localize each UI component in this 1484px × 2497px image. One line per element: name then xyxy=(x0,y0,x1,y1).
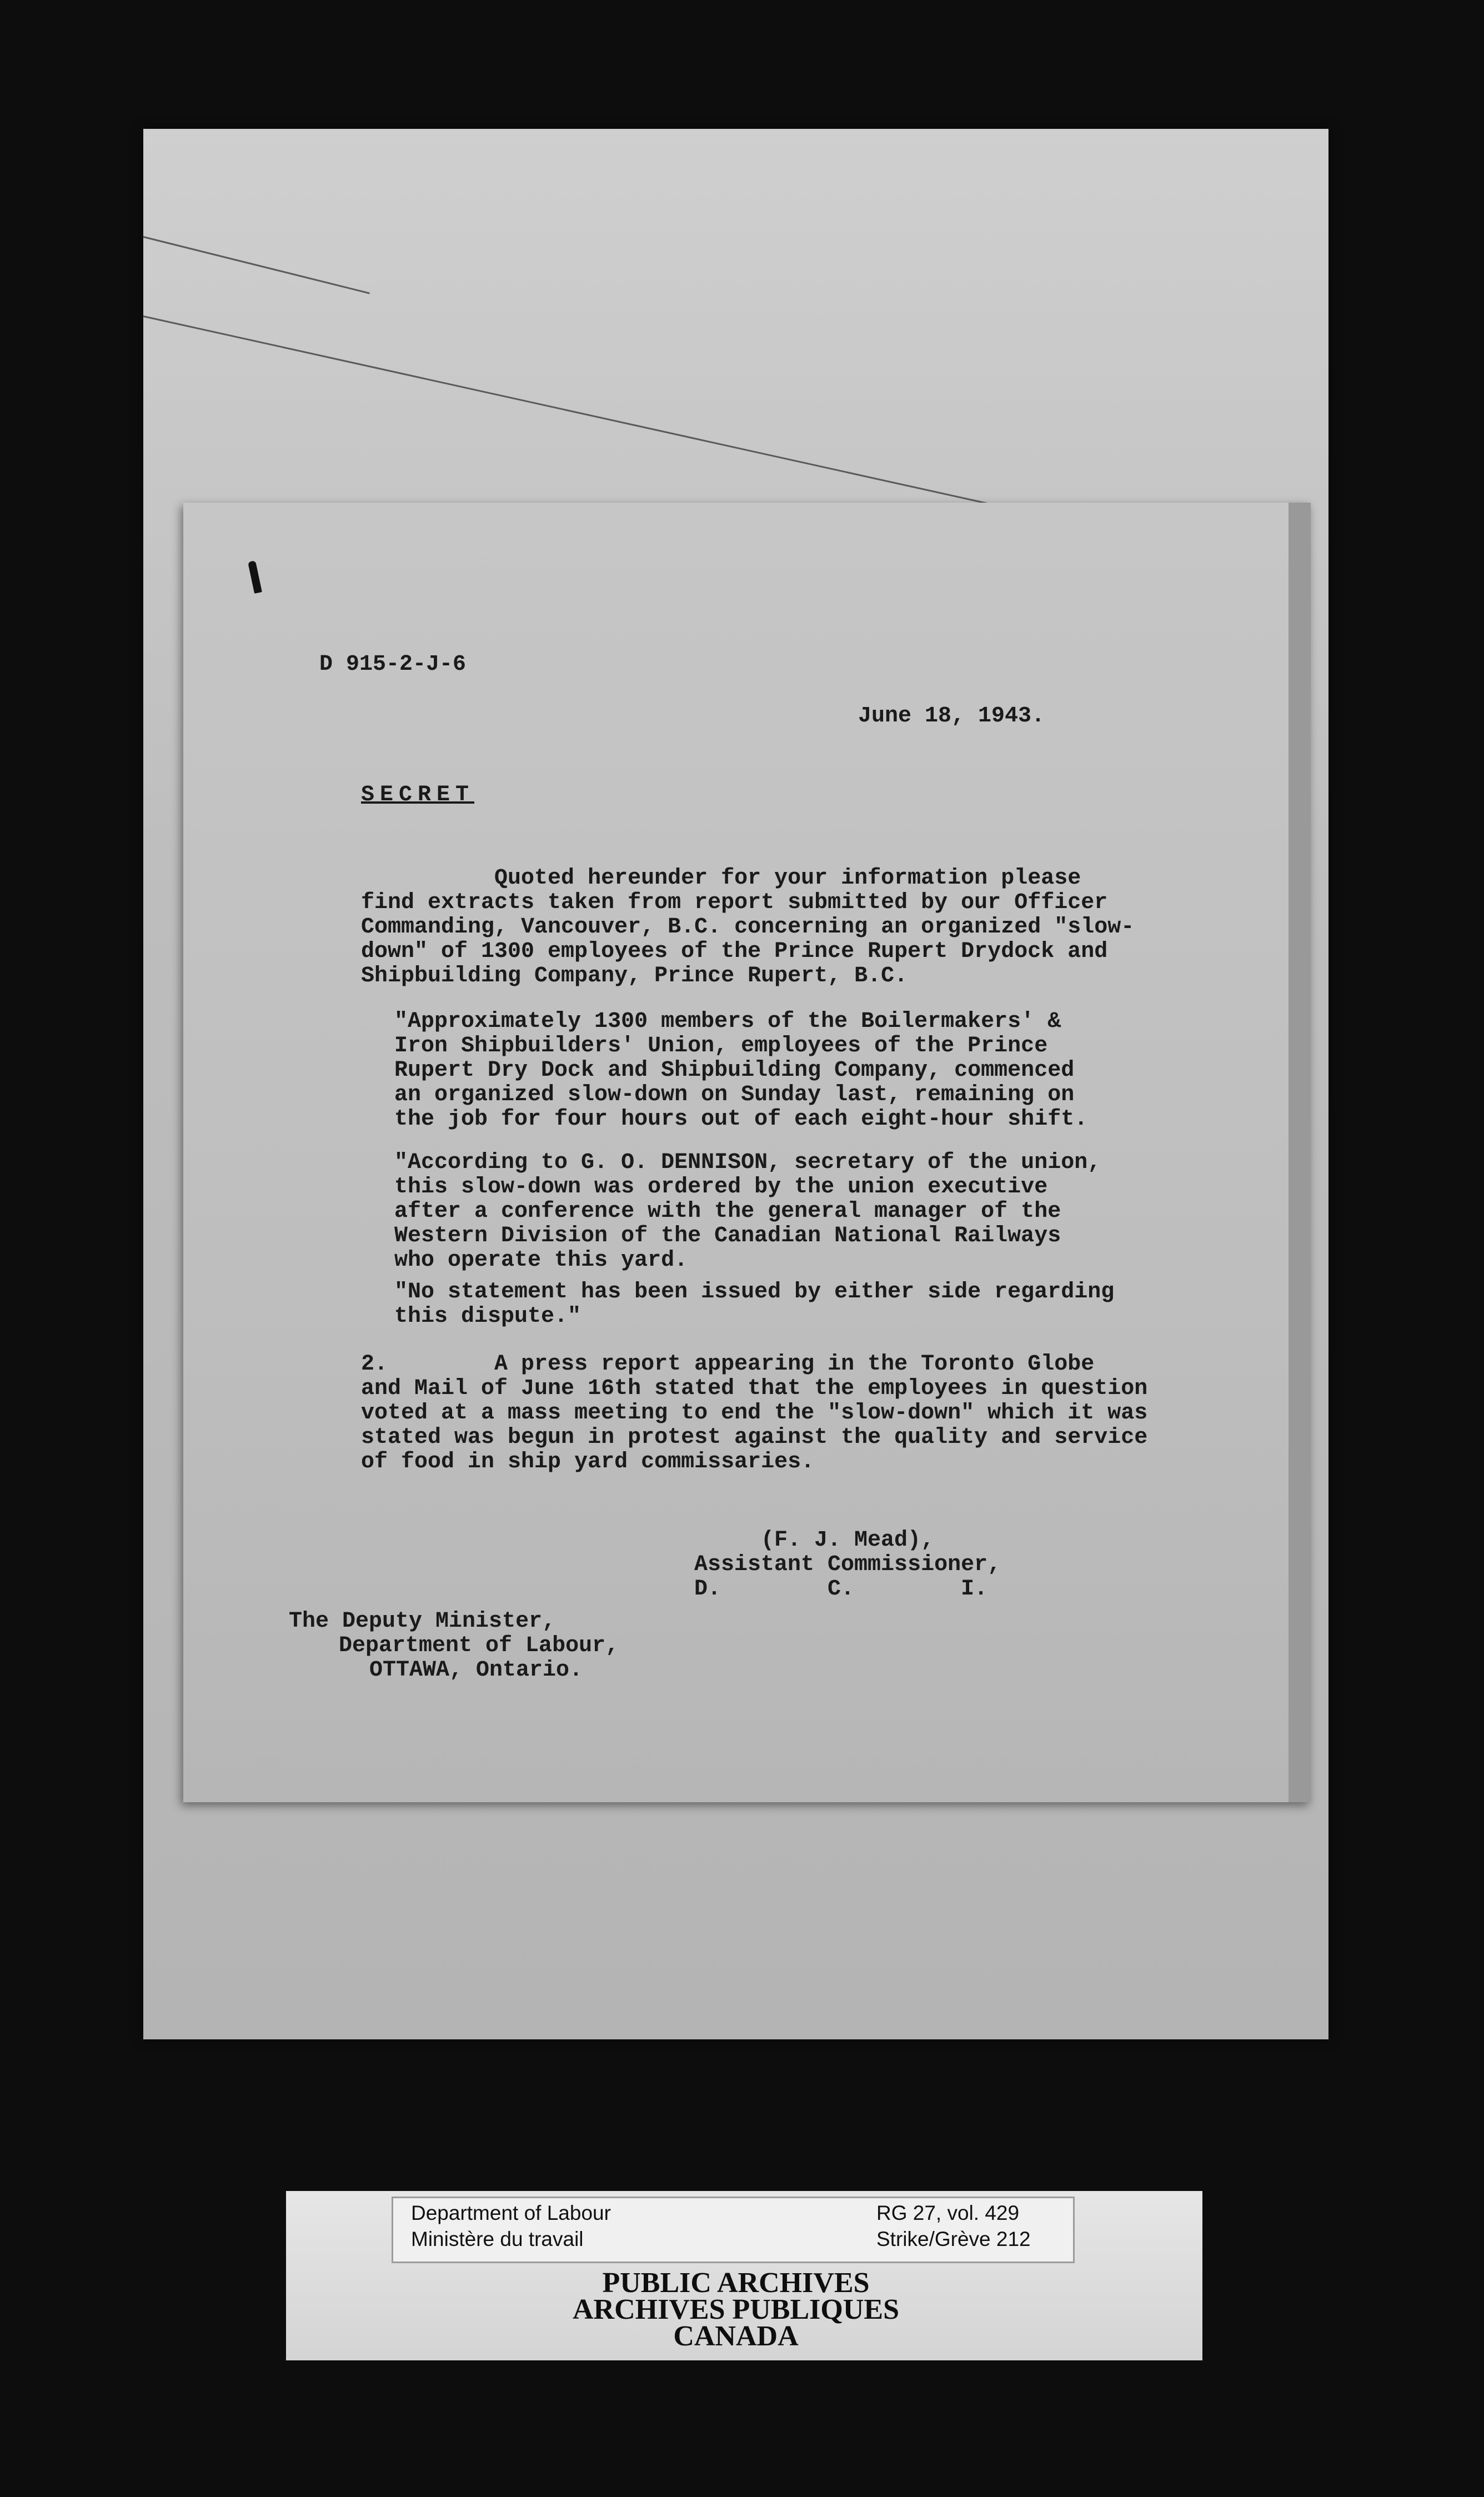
signature-division: D. C. I. xyxy=(694,1577,988,1602)
archives-stamp-fr: ARCHIVES PUBLIQUES xyxy=(572,2294,900,2325)
label-record-group: RG 27, vol. 429 xyxy=(876,2202,1020,2224)
letter-page-edge xyxy=(1289,503,1311,1802)
addressee-line: Department of Labour, xyxy=(339,1633,619,1658)
signature-name: (F. J. Mead), xyxy=(761,1528,935,1553)
quoted-extract-3: "No statement has been issued by either side regarding this dispute." xyxy=(394,1280,1115,1329)
label-strike-ref: Strike/Grève 212 xyxy=(876,2228,1031,2250)
quoted-extract-2: "According to G. O. DENNISON, secretary of the union, this slow-down was ordered by the union executive after a conference with the general manager of the Western Division of the Canadian National Railways who operate this yard. xyxy=(394,1150,1101,1273)
body-paragraph-1: Quoted hereunder for your information please find extracts taken from report submitted by our Officer Commanding, Vancouver, B.C. concerning an organized "slow- down" of 1300 employees of the Prince Rupert Drydock and Shipbuilding Company, Prince Rupert, B.C. xyxy=(361,866,1135,989)
addressee-line: OTTAWA, Ontario. xyxy=(369,1658,583,1683)
letter-date: June 18, 1943. xyxy=(858,704,1045,729)
archives-stamp-en: PUBLIC ARCHIVES xyxy=(602,2267,870,2299)
file-reference: D 915-2-J-6 xyxy=(319,652,467,677)
body-paragraph-2: 2. A press report appearing in the Toronto Globe and Mail of June 16th stated that the employees in question voted at a mass meeting to end the "slow-down" which it was stated was begun in protest against the quality and service of food in ship yard commissaries. xyxy=(361,1352,1148,1475)
classification-heading: SECRET xyxy=(361,783,475,808)
signature-title: Assistant Commissioner, xyxy=(694,1552,1001,1577)
addressee-line: The Deputy Minister, xyxy=(289,1609,556,1634)
quoted-extract-1: "Approximately 1300 members of the Boilermakers' & Iron Shipbuilders' Union, employees of the Prince Rupert Dry Dock and Shipbuilding Company, commenced an organized slow-down on Sunday last, remaining on the job for four hours out of each eight-hour shift. xyxy=(394,1009,1088,1132)
label-department-fr: Ministère du travail xyxy=(411,2228,584,2250)
archives-stamp-country: CANADA xyxy=(673,2320,799,2352)
label-department-en: Department of Labour xyxy=(411,2202,611,2224)
